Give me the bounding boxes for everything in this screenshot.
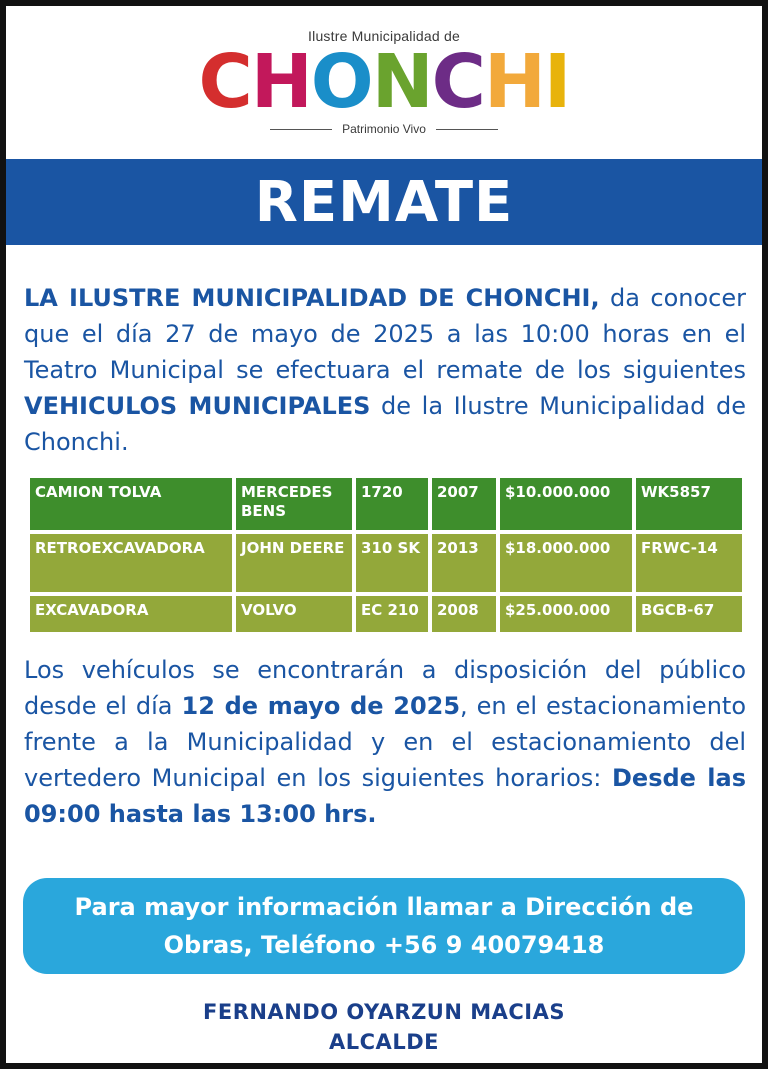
table-row <box>30 534 742 592</box>
page-title: REMATE <box>254 169 514 235</box>
vehicle-brand: JOHN DEERE <box>236 534 352 592</box>
logo-letter: N <box>371 39 432 125</box>
availability-date: 12 de mayo de 2025 <box>181 692 461 720</box>
logo-top-text: Ilustre Municipalidad de <box>308 28 460 44</box>
availability-paragraph <box>24 652 746 832</box>
mayor-title: ALCALDE <box>329 1030 439 1054</box>
vehicle-year: 2013 <box>432 534 496 592</box>
vehicle-plate: WK5857 <box>636 478 742 530</box>
vehicle-price: $25.000.000 <box>500 596 632 632</box>
vehicle-price: $18.000.000 <box>500 534 632 592</box>
table-row <box>30 478 742 530</box>
logo-letter: C <box>198 39 251 125</box>
availability-hours: Desde las 09:00 hasta las 13:00 hrs. <box>24 764 746 828</box>
contact-line-1: Para mayor información llamar a Dirección de <box>74 893 694 921</box>
vehicle-brand: VOLVO <box>236 596 352 632</box>
logo-letter: O <box>310 39 372 125</box>
municipality-logo <box>6 28 762 136</box>
divider <box>270 129 332 130</box>
contact-info-box <box>23 878 745 974</box>
intro-text-end: de la Ilustre Municipalidad de Chonchi. <box>24 392 746 456</box>
logo-letter: H <box>483 39 544 125</box>
vehicle-table <box>26 474 746 636</box>
vehicle-type: EXCAVADORA <box>30 596 232 632</box>
table-row <box>30 596 742 632</box>
signature-block <box>6 997 762 1057</box>
vehicle-type: CAMION TOLVA <box>30 478 232 530</box>
vehicle-type: RETROEXCAVADORA <box>30 534 232 592</box>
vehicle-plate: BGCB-67 <box>636 596 742 632</box>
intro-text: da conocer que el día 27 de mayo de 2025 a las 10:00 horas en el Teatro Municipal se efectuara el remate de los siguientes <box>24 284 746 384</box>
logo-letter: C <box>431 39 484 125</box>
vehicle-price: $10.000.000 <box>500 478 632 530</box>
vehicle-plate: FRWC-14 <box>636 534 742 592</box>
intro-paragraph <box>24 280 746 460</box>
logo-letter: H <box>250 39 311 125</box>
logo-subtitle: Patrimonio Vivo <box>342 122 426 136</box>
vehicle-brand: MERCEDES BENS <box>236 478 352 530</box>
logo-subtitle-row <box>6 122 762 136</box>
mayor-name: FERNANDO OYARZUN MACIAS <box>203 1000 565 1024</box>
vehicle-model: 310 SK <box>356 534 428 592</box>
contact-line-2: Obras, Teléfono +56 9 40079418 <box>163 931 605 959</box>
logo-wordmark <box>198 39 570 125</box>
availability-text-cont: , en el estacionamiento frente a la Municipalidad y en el estacionamiento del vertedero Municipal en los siguientes horarios: <box>24 692 746 792</box>
vehicle-model: EC 210 <box>356 596 428 632</box>
vehicle-year: 2008 <box>432 596 496 632</box>
divider <box>436 129 498 130</box>
vehicle-model: 1720 <box>356 478 428 530</box>
availability-text: Los vehículos se encontrarán a disposición del público desde el día <box>24 656 746 720</box>
intro-highlight: VEHICULOS MUNICIPALES <box>24 392 371 420</box>
vehicle-year: 2007 <box>432 478 496 530</box>
title-banner <box>6 159 762 245</box>
logo-letter: I <box>543 39 570 125</box>
intro-lead: LA ILUSTRE MUNICIPALIDAD DE CHONCHI, <box>24 284 600 312</box>
